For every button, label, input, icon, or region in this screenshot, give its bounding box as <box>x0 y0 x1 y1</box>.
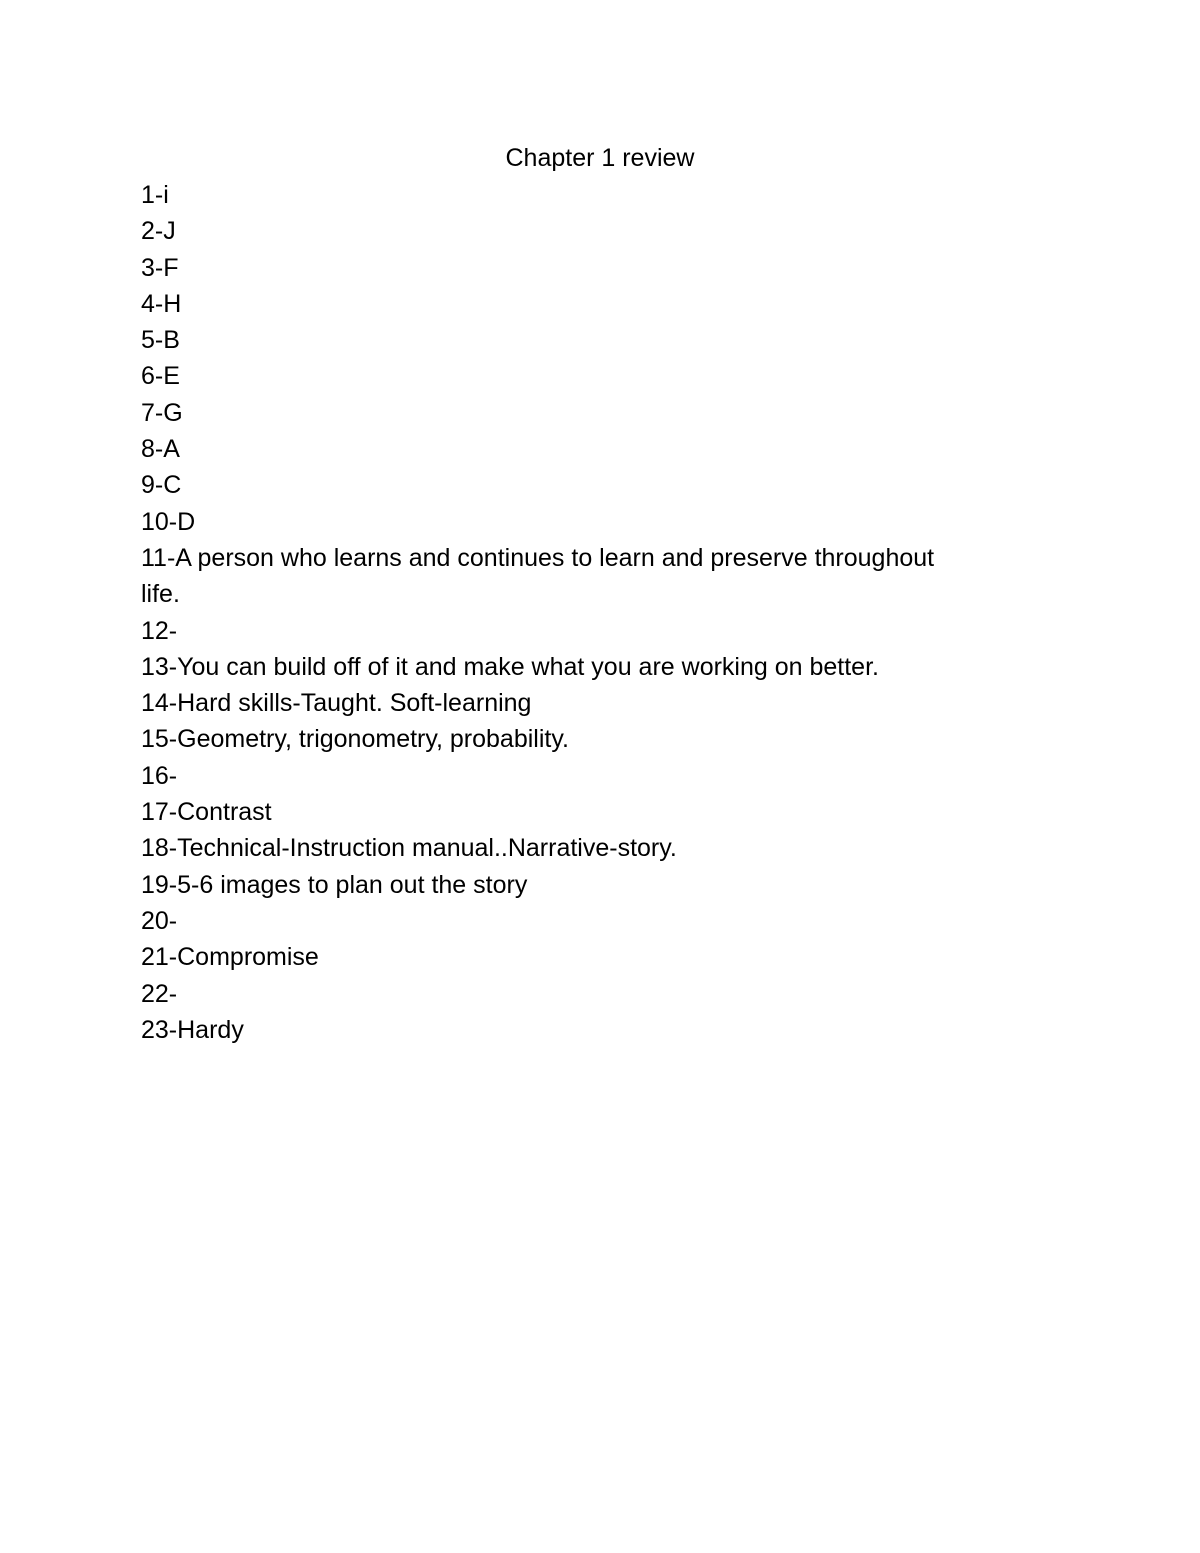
answer-line: life. <box>141 580 180 609</box>
answer-line: 2-J <box>141 217 176 246</box>
answer-line: 9-C <box>141 471 182 500</box>
answer-line: 12- <box>141 616 178 645</box>
answer-line: 16- <box>141 761 178 790</box>
answer-line: 6-E <box>141 362 180 391</box>
answer-line: 8-A <box>141 435 180 464</box>
answer-line: 7-G <box>141 398 183 427</box>
answer-line: 20- <box>141 906 178 935</box>
answer-list <box>141 177 1041 1048</box>
answer-line: 21-Compromise <box>141 943 319 972</box>
answer-line: 13-You can build off of it and make what you are working on better. <box>141 652 879 681</box>
answer-line: 17-Contrast <box>141 798 272 827</box>
answer-line: 5-B <box>141 326 180 355</box>
document-title: Chapter 1 review <box>505 144 695 172</box>
answer-line: 14-Hard skills-Taught. Soft-learning <box>141 689 532 718</box>
answer-line: 1-i <box>141 181 169 209</box>
answer-line: 10-D <box>141 507 196 536</box>
answer-line: 3-F <box>141 253 179 282</box>
answer-line: 19-5-6 images to plan out the story <box>141 870 528 899</box>
answer-line: 18-Technical-Instruction manual..Narrative-story. <box>141 834 677 863</box>
answer-line: 23-Hardy <box>141 1015 244 1044</box>
answer-line: 22- <box>141 979 178 1008</box>
answer-line: 15-Geometry, trigonometry, probability. <box>141 725 569 754</box>
answer-line: 11-A person who learns and continues to learn and preserve throughout <box>141 543 935 572</box>
answer-line: 4-H <box>141 289 182 318</box>
